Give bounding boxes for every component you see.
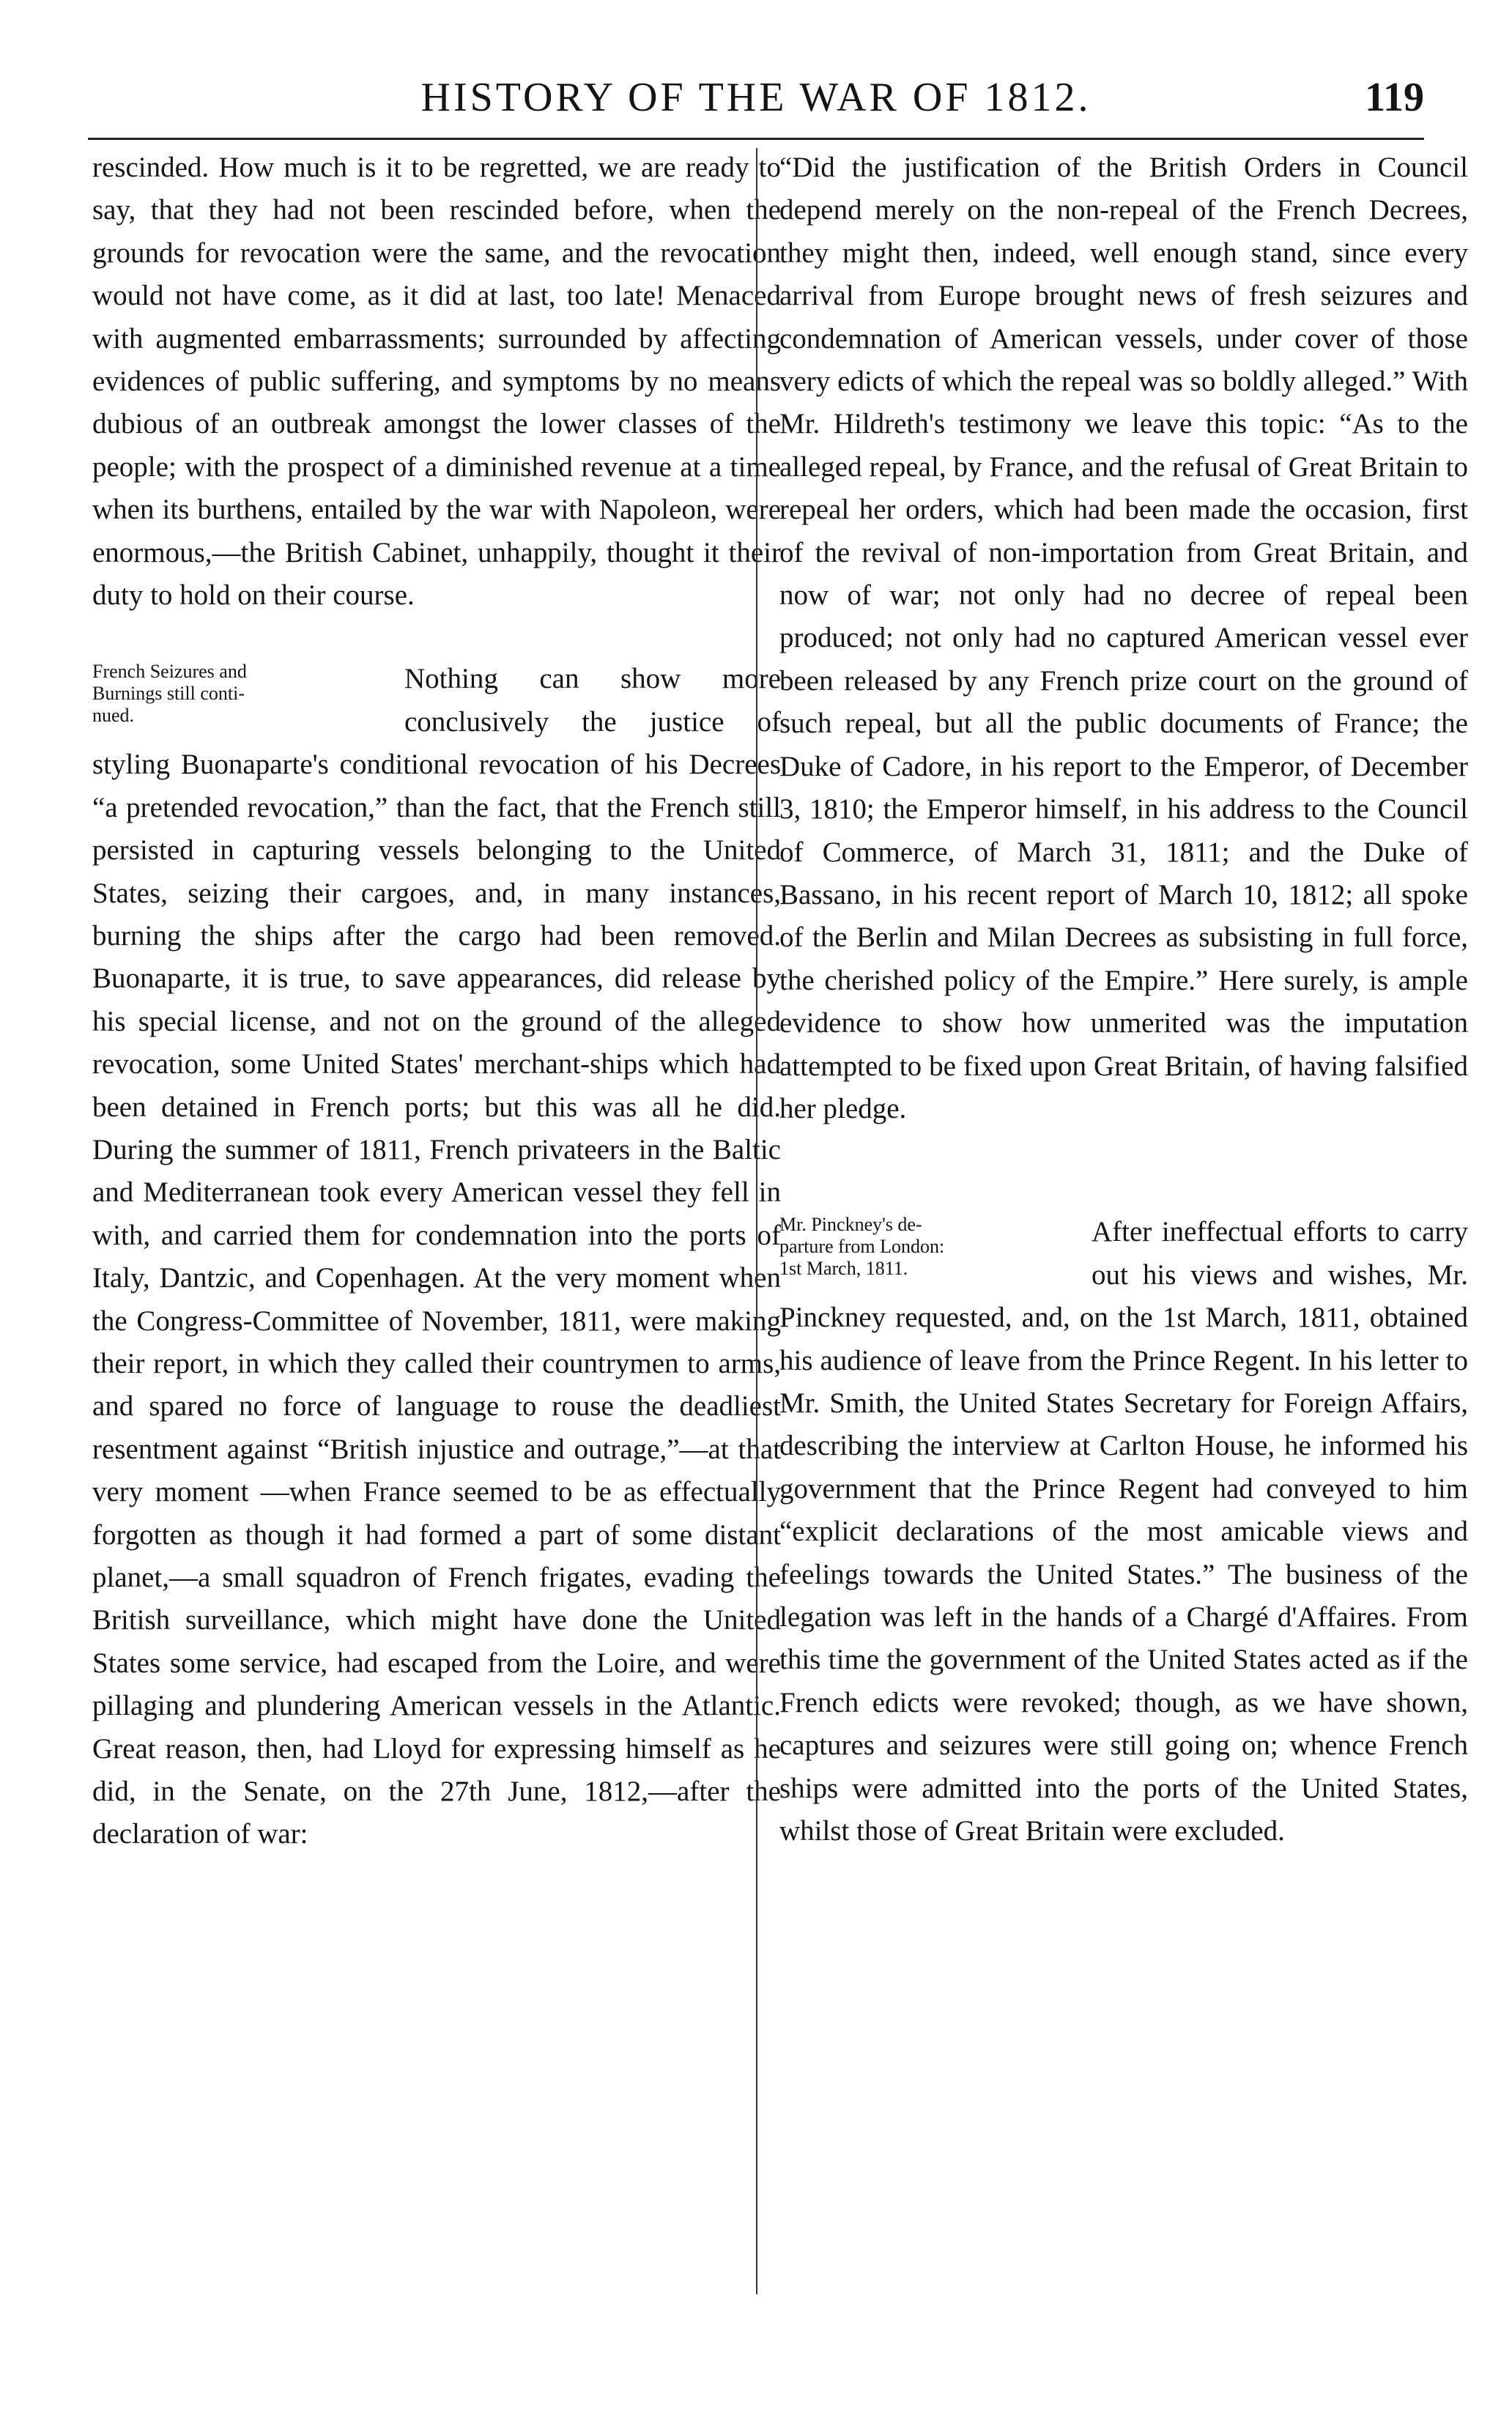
marginal-note-line: Burnings still conti- xyxy=(92,683,245,705)
marginal-note-line: French Seizures and xyxy=(92,661,247,683)
page-header xyxy=(0,64,1512,130)
page-number: 119 xyxy=(1365,75,1424,120)
paragraph: Nothing can show more conclusively the justice of styling Buonaparte's conditional revocation of his Decrees “a pretended revocation,” than the fact, that the French still persisted in capturing vessels belonging to the United States, seizing their cargoes, and, in many instances, burning the ships after the cargo had been removed. Buonaparte, it is true, to save appearances, did release by his special license, and not on the ground of the alleged revocation, some United States' merchant-ships which had been detained in French ports; but this was all he did. During the summer of 1811, French privateers in the Baltic and Mediterranean took every American vessel they fell in with, and carried them for condemnation into the ports of Italy, Dantzic, and Copenhagen. At the very moment when the Congress-Committee of November, 1811, were making their report, in which they called their countrymen to arms, and spared no force of language to rouse the deadliest resentment against “British injustice and outrage,”—at that very moment —when France seemed to be as effectually forgotten as though it had formed a part of some distant planet,—a small squadron of French frigates, evading the British surveillance, which might have done the United States some service, had escaped from the Loire, and were pillaging and plundering American vessels in the Atlantic. Great reason, then, had Lloyd for expressing himself as he did, in the Senate, on the 27th June, 1812,—after the declaration of war: xyxy=(92,663,781,1850)
paragraph: “Did the justification of the British Orders in Council depend merely on the non-repeal of the French Decrees, they might then, indeed, well enough stand, since every arrival from Europe brought news of fresh seizures and condemnation of American vessels, under cover of those very edicts of which the repeal was so boldly alleged.” With Mr. Hildreth's testimony we leave this topic: “As to the alleged repeal, by France, and the refusal of Great Britain to repeal her orders, which had been made the occasion, first of the revival of non-importation from Great Britain, and now of war; not only had no decree of repeal been produced; not only had no captured American vessel ever been released by any French prize court on the ground of such repeal, but all the public documents of France; the Duke of Cadore, in his report to the Emperor, of December 3, 1810; the Emperor himself, in his address to the Council of Commerce, of March 31, 1811; and the Duke of Bassano, in his recent report of March 10, 1812; all spoke of the Berlin and Milan Decrees as subsisting in full force, the cherished policy of the Empire.” Here surely, is ample evidence to show how unmerited was the imputation attempted to be fixed upon Great Britain, of having falsified her pledge. xyxy=(779,152,1468,1124)
marginal-note-line: nued. xyxy=(92,705,135,727)
marginal-note-line: parture from London: xyxy=(779,1236,945,1258)
header-rule xyxy=(88,138,1424,140)
column-divider xyxy=(756,148,757,2294)
marginal-note-line: Mr. Pinckney's de- xyxy=(779,1214,922,1236)
marginal-note-line: 1st March, 1811. xyxy=(779,1258,908,1280)
running-title: HISTORY OF THE WAR OF 1812. xyxy=(420,75,1092,120)
paragraph-gap xyxy=(779,1130,1468,1211)
marginal-note xyxy=(92,658,385,727)
paragraph: rescinded. How much is it to be regretted, we are ready to say, that they had not been rescinded before, when the grounds for revocation were the same, and the revocation would not have come, as it did at last, too late! Menaced with augmented embarrassments; surrounded by affecting evidences of public suffering, and symptoms by no means dubious of an outbreak amongst the lower classes of the people; with the prospect of a diminished revenue at a time when its burthens, entailed by the war with Napoleon, were enormous,—the British Cabinet, unhappily, thought it their duty to hold on their course. xyxy=(92,152,781,612)
right-column xyxy=(779,147,1468,2297)
left-column xyxy=(92,147,781,2297)
paragraph-gap xyxy=(92,617,781,658)
marginal-note xyxy=(779,1211,1072,1280)
paragraph: After ineffectual efforts to carry out his views and wishes, Mr. Pinckney requested, and, on the 1st March, 1811, obtained his audience of leave from the Prince Regent. In his letter to Mr. Smith, the United States Secretary for Foreign Affairs, describing the interview at Carlton House, he informed his government that the Prince Regent had conveyed to him “explicit declarations of the most amicable views and feelings towards the United States.” The business of the legation was left in the hands of a Chargé d'Affaires. From this time the government of the United States acted as if the French edicts were revoked; though, as we have shown, captures and seizures were still going on; whence French ships were admitted into the ports of the United States, whilst those of Great Britain were excluded. xyxy=(779,1216,1468,1847)
